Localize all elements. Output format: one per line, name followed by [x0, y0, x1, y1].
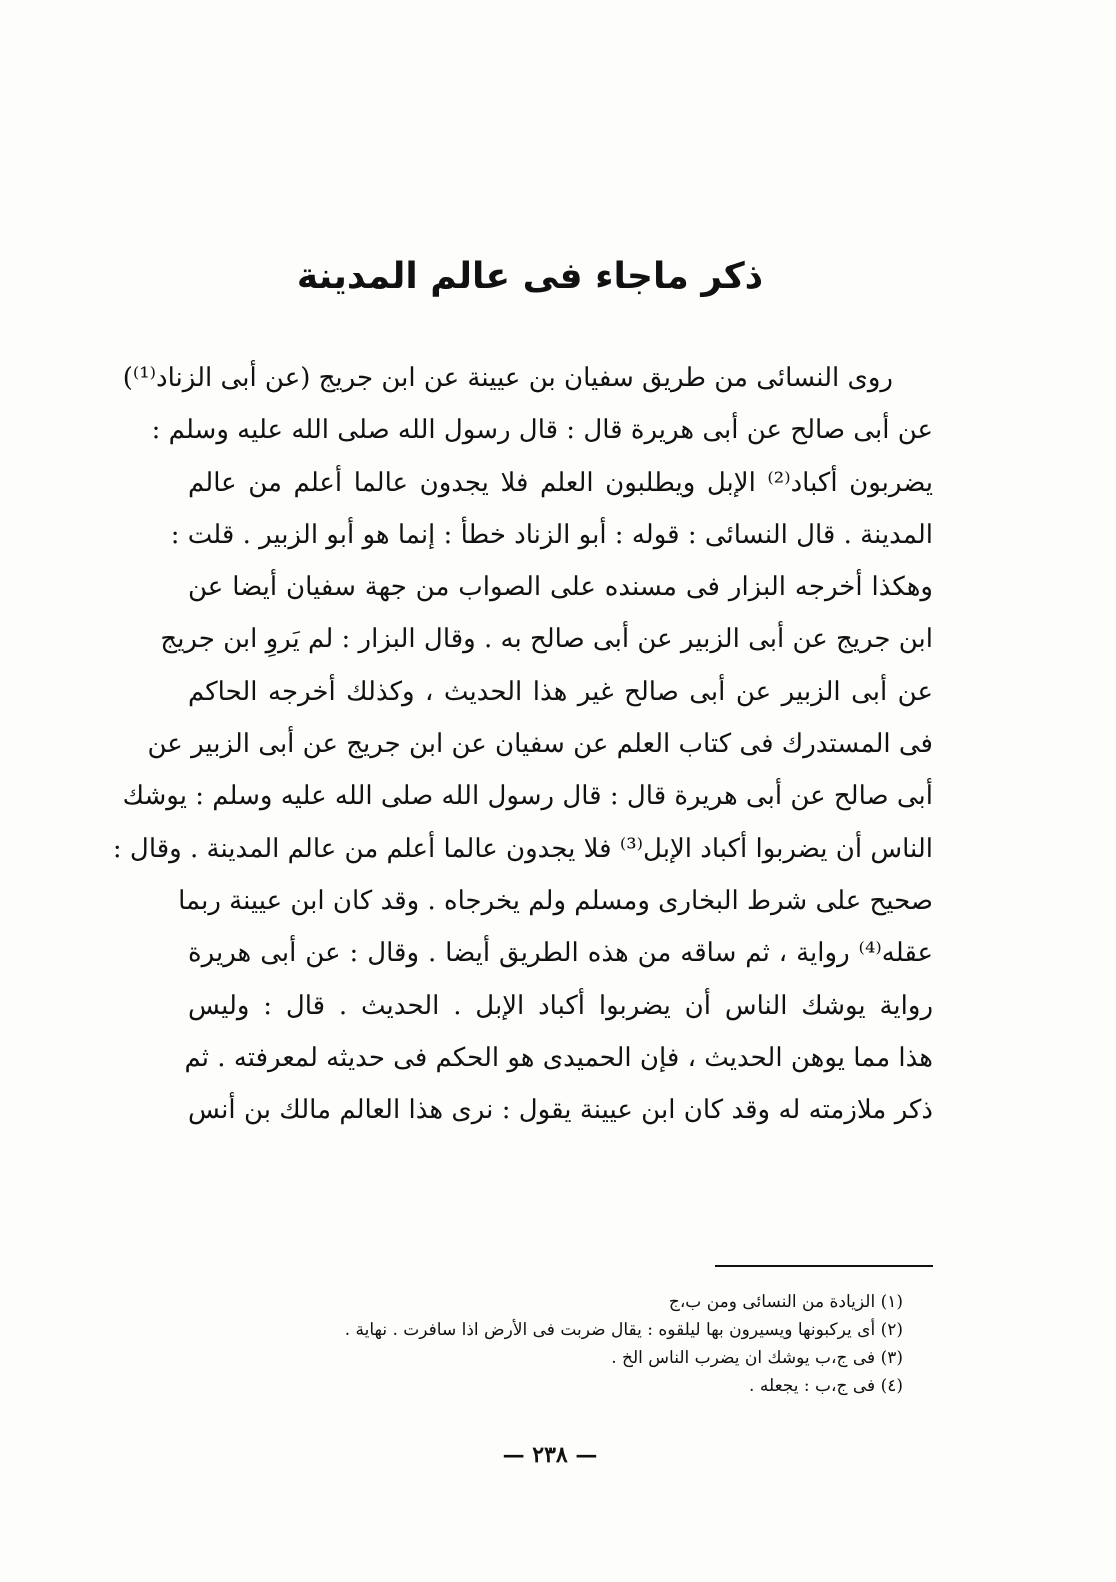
body-line: الناس أن يضربوا أكباد الإبل⁽³⁾ فلا يجدون عالما أعلم من عالم المدينة . وقال : [112, 833, 933, 864]
body-line: عن أبى الزبير عن أبى صالح غير هذا الحديث ، وكذلك أخرجه الحاكم [188, 676, 933, 707]
body-line: ابن جريج عن أبى الزبير عن أبى صالح به . وقال البزار : لم يَروِ ابن جريج [160, 624, 933, 655]
chapter-heading: ذكر ماجاء فى عالم المدينة [296, 256, 764, 297]
footnote-separator [715, 1265, 933, 1267]
body-line: روى النسائى من طريق سفيان بن عيينة عن ابن جريج (عن أبى الزناد⁽¹⁾) [122, 363, 893, 393]
body-line: عن أبى صالح عن أبى هريرة قال : قال رسول الله صلى الله عليه وسلم : [151, 415, 933, 446]
footnote: (٣) فى ج،ب يوشك ان يضرب الناس الخ . [611, 1348, 903, 1368]
body-line: هذا مما يوهن الحديث ، فإن الحميدى هو الحكم فى حديثه لمعرفته . ثم [184, 1042, 933, 1073]
body-line: المدينة . قال النسائى : قوله : أبو الزناد خطأ : إنما هو أبو الزبير . قلت : [170, 519, 933, 550]
footnote: (٤) فى ج،ب : يجعله . [749, 1376, 903, 1396]
body-line: أبى صالح عن أبى هريرة قال : قال رسول الله صلى الله عليه وسلم : يوشك [122, 781, 933, 812]
body-line: رواية يوشك الناس أن يضربوا أكباد الإبل . الحديث . قال : وليس [188, 990, 933, 1021]
footnote: (٢) أى يركبونها ويسيرون بها ليلقوه : يقال ضربت فى الأرض اذا سافرت . نهاية . [344, 1320, 903, 1340]
body-line: عقله⁽⁴⁾ رواية ، ثم ساقه من هذه الطريق أيضا . وقال : عن أبى هريرة [188, 938, 933, 969]
body-line: فى المستدرك فى كتاب العلم عن سفيان عن ابن جريج عن أبى الزبير عن [147, 729, 933, 760]
body-line: صحيح على شرط البخارى ومسلم ولم يخرجاه . وقد كان ابن عيينة ربما [178, 885, 933, 916]
body-line: ذكر ملازمته له وقد كان ابن عيينة يقول : نرى هذا العالم مالك بن أنس [188, 1095, 933, 1126]
footnote: (١) الزيادة من النسائى ومن ب،ج [668, 1292, 903, 1312]
body-line: يضربون أكباد⁽²⁾ الإبل ويطلبون العلم فلا يجدون عالما أعلم من عالم [188, 467, 933, 498]
body-text [112, 352, 933, 1136]
footnotes [130, 1288, 903, 1400]
body-line: وهكذا أخرجه البزار فى مسنده على الصواب من جهة سفيان أيضا عن [188, 572, 933, 603]
page-number: — ٢٣٨ — [502, 1442, 598, 1468]
